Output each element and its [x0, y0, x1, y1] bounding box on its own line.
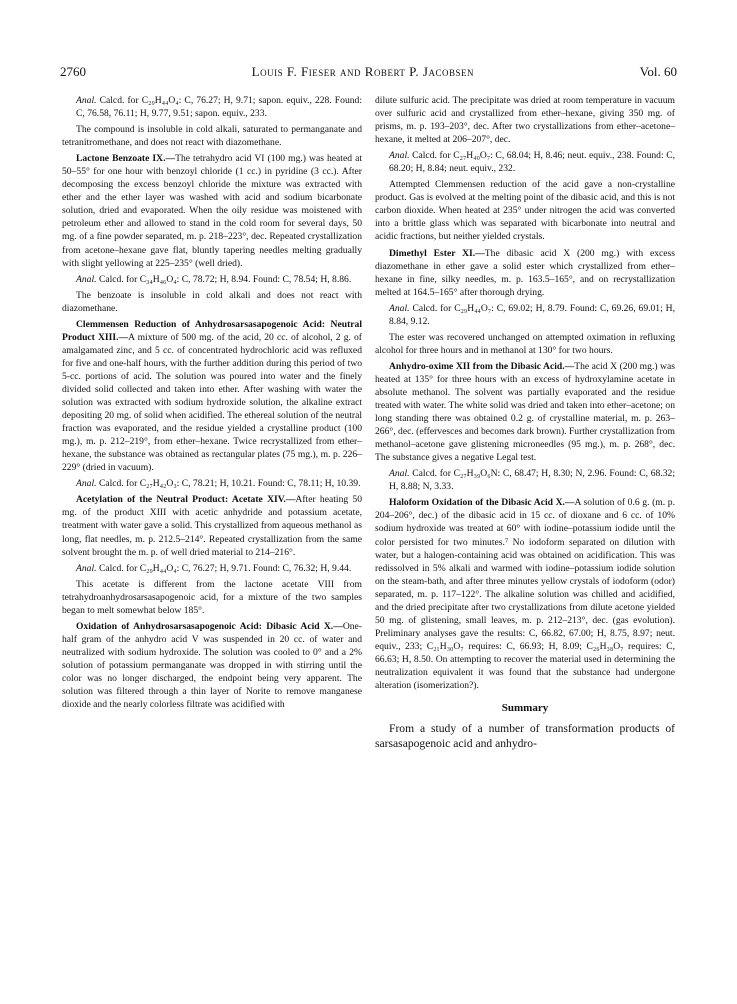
- paragraph-text: This acetate is different from the lactone acetate VIII from tetrahydroanhydrosarsasapogenoic acid, for a mixture of the two samples began to melt somewhat below 185°.: [62, 578, 362, 616]
- paragraph-text: The acid X (200 mg.) was heated at 135° for three hours with an excess of hydroxylamine acetate in absolute methanol. The solvent was partially evaporated and the residue treated with water. The white solid was dried and taken into ether–acetone; on long standing there was obtained 0.2 g. of crystalline material, m. p. 263–266°, dec. (effervesces and becomes dark brown). Further crystallization from methanol–acetone gave glistening microneedles (95 mg.), m. p. 268°, dec. The substance gives a negative Legal test.: [375, 360, 675, 464]
- volume-label: Vol. 60: [639, 64, 677, 79]
- analysis-label: Anal.: [389, 468, 410, 480]
- analysis-label: Anal.: [389, 302, 410, 314]
- analysis-line: [375, 302, 675, 328]
- paragraph-text: After heating 50 mg. of the product XIII with acetic anhydride and potassium acetate, treatment with water gave a solid. This crystallized from aqueous methanol as long, flat needles, m. p. 212.5–214°. Repeated crystallization from the same solvent brought the m. p. of well dried material to 214–216°.: [62, 494, 363, 558]
- analysis-label: Anal.: [76, 562, 97, 574]
- paragraph-heading: Clemmensen Reduction of Anhydrosarsasapogenoic Acid: Neutral Product XIII.—: [62, 318, 362, 343]
- paragraph-text: A solution of 0.6 g. (m. p. 204–206°, dec.) of the dibasic acid in 15 cc. of dioxane and 6 cc. of 10% sodium hydroxide was treated at 60° with iodine–potassium iodide until the color persisted for two minutes.⁷ No iodoform separated on dilution with water, but a halogen-containing acid was obtained on acidification. This was redissolved in 5% alkali and warmed with iodine–potassium iodide solution on the steam-bath, and after three minutes yellow crystals of iodoform (odor) separated, m. p. 117–122°. The alkaline solution was chilled and acidified, and the dried precipitate after two crystallizations from dilute acetone yielded 50 mg. of glistening, small leaves, m. p. 212–213°, dec. (gas evolution). Preliminary analyses gave the results: C, 66.82, 67.00; H, 8.75, 8.97; neut. equiv., 233; C₂₁H₃₀O₇ requires: C, 66.93; H, 8.09; C₂₆H₃₈O₇ requires: C, 66.63; H, 8.50. On attempting to recover the material used in determining the neutralization equivalent it was found that the substance had undergone alteration (isomerization?).: [375, 497, 675, 692]
- paragraph: [375, 178, 675, 243]
- paragraph-text: Attempted Clemmensen reduction of the acid gave a non-crystalline product. Gas is evolved at the melting point of the dibasic acid, and this is not carbon dioxide. When heated at 235° under nitrogen the acid was converted into a brittle glass which was separated with bicarbonate into neutral and acidic fractions, but neither yielded crystals.: [375, 179, 675, 243]
- paragraph-text: One-half gram of the anhydro acid V was suspended in 20 cc. of water and neutralized with sodium hydroxide. The solution was cooled to 0° and a 2% solution of potassium permanganate was dropped in with stirring until the color was no longer discharged, the endpoint being very apparent. The solution was filtered through a thin layer of Norite to remove manganese dioxide and the nearly colorless filtrate was acidified with: [62, 620, 362, 711]
- paragraph: [375, 496, 675, 692]
- analysis-line: [62, 94, 362, 120]
- analysis-label: Anal.: [76, 478, 97, 490]
- paragraph-heading: Acetylation of the Neutral Product: Acetate XIV.—: [76, 494, 296, 506]
- paragraph: [375, 331, 675, 357]
- paragraph-text: Calcd. for C₃₄H₄₆O₄: C, 78.72; H, 8.94. Found: C, 78.54; H, 8.86.: [98, 273, 352, 285]
- paragraph-text: Calcd. for C₂₉H₄₄O₄: C, 76.27; H, 9.71. Found: C, 76.32; H, 9.44.: [98, 562, 352, 574]
- summary-paragraph: [375, 721, 675, 751]
- paragraph-heading: Dimethyl Ester XI.—: [389, 247, 485, 259]
- page-header: [60, 64, 677, 82]
- analysis-label: Anal.: [389, 150, 410, 162]
- paragraph: [375, 94, 675, 146]
- paragraph-text: The ester was recovered unchanged on attempted oximation in refluxing alcohol for three hours and in methanol at 130° for two hours.: [375, 331, 675, 356]
- analysis-line: [375, 467, 675, 493]
- paragraph-heading: Anhydro-oxime XII from the Dibasic Acid.—: [389, 360, 575, 372]
- paragraph-text: Calcd. for C₂₇H₄₀O₇: C, 68.04; H, 8.46; neut. equiv., 238. Found: C, 68.20; H, 8.84; neut. equiv., 232.: [389, 150, 675, 175]
- paragraph-text: Calcd. for C₂₉H₄₄O₄: C, 76.27; H, 9.71; sapon. equiv., 228. Found: C, 76.58, 76.11; H, 9.77, 9.51; sapon. equiv., 233.: [76, 95, 362, 120]
- paragraph-text: The benzoate is insoluble in cold alkali and does not react with diazomethane.: [62, 289, 362, 314]
- right-column: [375, 94, 675, 754]
- paragraph-text: A mixture of 500 mg. of the acid, 20 cc. of alcohol, 2 g. of amalgamated zinc, and 5 cc. of concentrated hydrochloric acid was refluxed for five and one-half hours, with the further addition during this period of two 5-cc. portions of acid. The solution was poured into water and the finely divided solid collected and taken into ether. After washing with water the solution was extracted with sodium hydroxide solution, the alkaline extract depositing 20 mg. of solid when acidified. The ethereal solution of the neutral fraction was evaporated, and the residue yielded a crystalline product (100 mg.), m. p. 212–219°, from ether–hexane. Twice recrystallized from ether–hexane, the substance was obtained as rectangular plates (75 mg.), m. p. 226–229° (dried in vacuum).: [62, 331, 362, 474]
- analysis-line: [62, 477, 362, 490]
- running-title: Louis F. Fieser and Robert P. Jacobsen: [251, 64, 475, 79]
- left-column: [62, 94, 362, 714]
- paragraph-text: The compound is insoluble in cold alkali, saturated to permanganate and tetranitromethane, and does not react with diazomethane.: [62, 124, 362, 149]
- page-number: 2760: [60, 64, 86, 79]
- paragraph: [62, 123, 362, 149]
- paragraph: [375, 360, 675, 464]
- paragraph-text: From a study of a number of transformation products of sarsasapogenoic acid and anhydro-: [375, 722, 675, 751]
- section-heading: Summary: [501, 702, 549, 715]
- paragraph: [62, 289, 362, 315]
- paragraph-text: The dibasic acid X (200 mg.) with excess diazomethane in ether gave a solid ester which crystallized from ether–hexane in fine, silky needles, m. p. 163.5–165°, and on recrystallization melted at 164.5–165° after thorough drying.: [375, 247, 675, 298]
- analysis-line: [62, 273, 362, 286]
- paragraph-heading: Lactone Benzoate IX.—: [76, 153, 176, 165]
- analysis-label: Anal.: [76, 273, 97, 285]
- analysis-line: [375, 149, 675, 175]
- paragraph: [62, 152, 362, 269]
- paragraph: [375, 247, 675, 299]
- paragraph-text: Calcd. for C₂₇H₃₉O₆N: C, 68.47; H, 8.30; N, 2.96. Found: C, 68.32; H, 8.88; N, 3.33.: [389, 468, 675, 493]
- paragraph: [62, 493, 362, 558]
- paragraph-text: dilute sulfuric acid. The precipitate was dried at room temperature in vacuum over sulfuric acid and crystallized from ether–hexane, giving 350 mg. of prisms, m. p. 193–203°, dec. After two crystallizations from ether–acetone–hexane, it melted at 206–207°, dec.: [375, 95, 675, 146]
- analysis-line: [62, 562, 362, 575]
- paragraph-heading: Oxidation of Anhydrosarsasapogenoic Acid: Dibasic Acid X.—: [76, 620, 343, 632]
- paragraph: [62, 620, 362, 711]
- paragraph-text: The tetrahydro acid VI (100 mg.) was heated at 50–55° for one hour with benzoyl chloride (1 cc.) in pyridine (3 cc.). After decomposing the excess benzoyl chloride the mixture was extracted with ether and the ether layer was washed with acid and sodium bicarbonate solution, dried and evaporated. When the oily residue was moistened with petroleum ether and allowed to stand in the cold room for several days, 50 mg. of a fine powder separated, m. p. 218–223°, dec. Repeated crystallization from acetone–hexane gave flat, bluntly tapering needles melting gradually with slight yellowing at 225–235° (well dried).: [62, 153, 362, 269]
- paragraph: [62, 578, 362, 617]
- paragraph: [62, 318, 362, 475]
- paragraph-heading: Haloform Oxidation of the Dibasic Acid X.—: [389, 497, 575, 509]
- analysis-label: Anal.: [76, 95, 97, 106]
- paragraph-text: Calcd. for C₂₉H₄₄O₇: C, 69.02; H, 8.79. Found: C, 69.26, 69.01; H, 8.84, 9.12.: [389, 302, 675, 327]
- paragraph-text: Calcd. for C₂₇H₄₂O₃: C, 78.21; H, 10.21. Found: C, 78.11; H, 10.39.: [98, 478, 361, 490]
